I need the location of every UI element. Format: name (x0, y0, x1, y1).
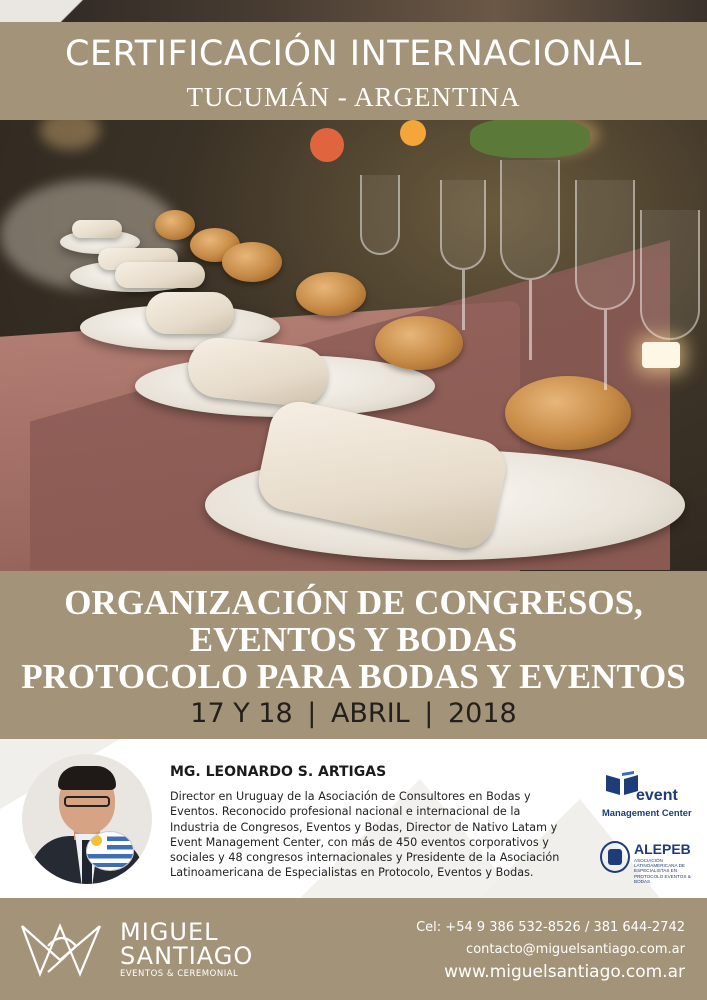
course-title-band (0, 571, 707, 739)
course-title-line-3: PROTOCOLO PARA BODAS Y EVENTOS (21, 657, 686, 696)
uruguay-flag-icon (86, 831, 134, 871)
book-icon (604, 771, 640, 797)
emc-logo-word: event (636, 787, 678, 804)
event-dates (0, 698, 707, 729)
speaker-section (0, 739, 707, 898)
course-title-line-2: EVENTOS Y BODAS (189, 620, 518, 659)
dates-separator: | (307, 698, 317, 729)
footer-band (0, 898, 707, 1000)
brand-name-line-1: MIGUEL (120, 918, 219, 946)
page-title: CERTIFICACIÓN INTERNACIONAL (64, 34, 643, 74)
dates-month: ABRIL (330, 698, 410, 729)
speaker-bio: Director en Uruguay de la Asociación de Consultores en Bodas y Eventos. Reconocido profesional nacional e internacional de la Industria de Congresos, Eventos y Bodas, Director de Nativo Latam y Event Management Center, con más de 450 eventos corporativos y sociales y 48 congresos internacionales y Presidente de la Asociación Latinoamericana de Especialistas en Protocolo, Eventos y Bodas. (170, 790, 560, 880)
speaker-avatar (22, 754, 152, 884)
brand-tagline: EVENTOS & CEREMONIAL (120, 969, 239, 979)
alepeb-name: ALEPEB (634, 841, 691, 857)
website-link[interactable]: www.miguelsantiago.com.ar (444, 962, 685, 982)
dates-year: 2018 (448, 698, 517, 729)
course-title-line-1: ORGANIZACIÓN DE CONGRESOS, (64, 583, 643, 622)
speaker-name: MG. LEONARDO S. ARTIGAS (170, 764, 387, 780)
event-management-center-logo (600, 767, 700, 822)
contact-phone: Cel: +54 9 386 532-8526 / 381 644-2742 (416, 920, 685, 935)
top-photo-strip (0, 0, 707, 22)
alepeb-seal-icon (600, 841, 630, 873)
banquet-table-photo (0, 120, 707, 571)
dates-separator: | (424, 698, 434, 729)
header-band (0, 22, 707, 120)
dates-days: 17 Y 18 (190, 698, 293, 729)
alepeb-subtitle: ASOCIACIÓN LATINOAMERICANA DE ESPECIALISTAS EN PROTOCOLO EVENTOS & BODAS (634, 858, 691, 884)
location-subtitle: TUCUMÁN - ARGENTINA (186, 82, 521, 112)
miguel-santiago-monogram-logo (20, 920, 104, 980)
brand-name-line-2: SANTIAGO (120, 942, 254, 970)
alepeb-logo (600, 841, 700, 884)
contact-email-link[interactable]: contacto@miguelsantiago.com.ar (466, 942, 685, 957)
emc-logo-sub: Management Center (602, 807, 692, 818)
